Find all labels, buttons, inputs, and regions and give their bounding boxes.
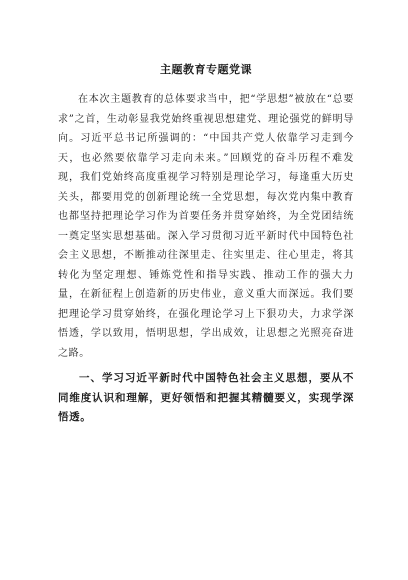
document-page	[58, 62, 354, 428]
document-title: 主题教育专题党课	[160, 63, 252, 76]
section-heading: 一、学习习近平新时代中国特色社会主义思想，要从不同维度认识和理解，更好领悟和把握其精髓要义，实现学深悟透。	[58, 372, 354, 423]
body-paragraph: 在本次主题教育的总体要求当中，把“学思想”被放在“总要求”之首，生动彰显我党始终重视思想建党、理论强党的鲜明导向。习近平总书记所强调的：“中国共产党人依靠学习走到今天，也必然要依靠学习走向未来。”回顾党的奋斗历程不难发现，我们党始终高度重视学习特别是理论学习，每逢重大历史关头，都要用党的创新理论统一全党思想，每次党内集中教育也都坚持把理论学习作为首要任务并贯穿始终，为全党团结统一奠定坚实思想基础。深入学习贯彻习近平新时代中国特色社会主义思想，不断推动往深里走、往实里走、往心里走，将其转化为坚定理想、锤炼党性和指导实践、推动工作的强大力量，在新征程上创造新的历史伟业，意义重大而深远。我们要把理论学习贯穿始终，在强化理论学习上下狠功夫，力求学深悟透，学以致用，悟明思想，学出成效，让思想之光照亮奋进之路。	[58, 94, 354, 359]
